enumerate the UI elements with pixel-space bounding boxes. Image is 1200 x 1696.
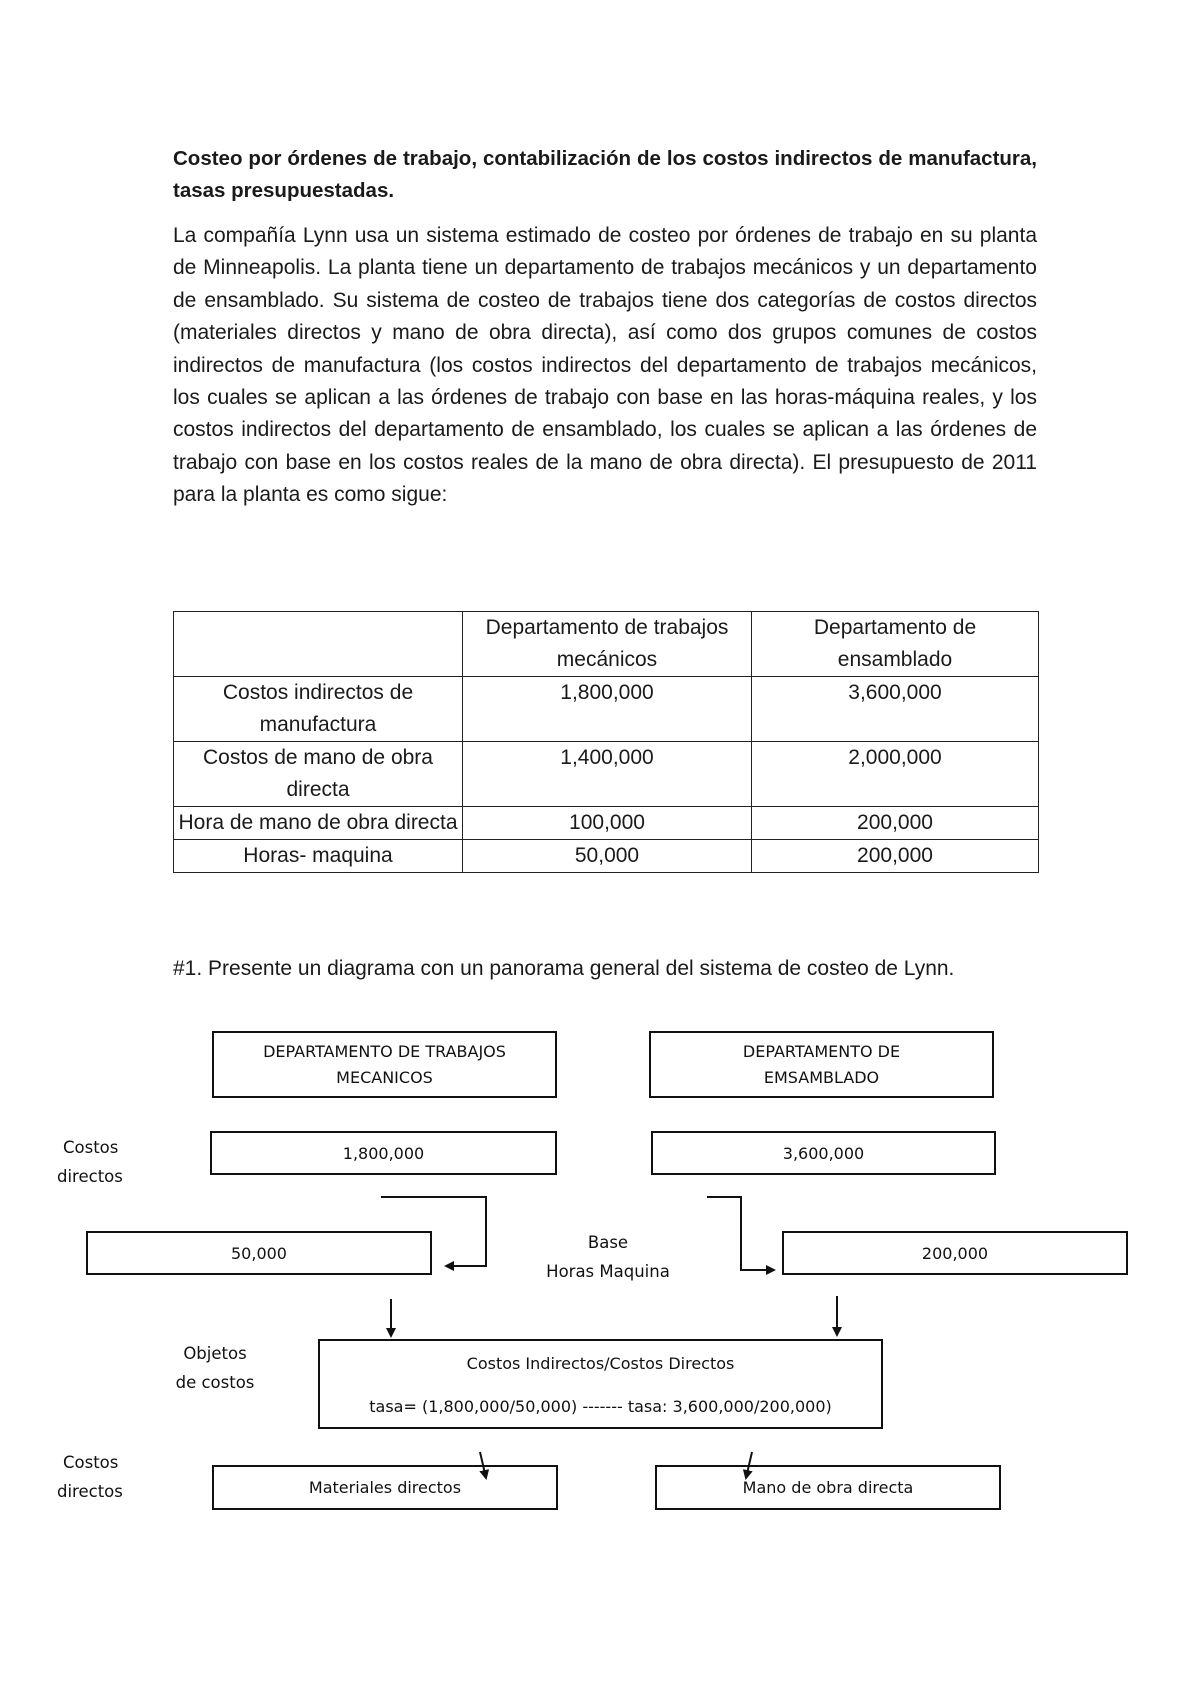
dept-mecanicos-box	[212, 1031, 557, 1098]
table-row	[174, 807, 1039, 840]
arrow-ens-to-base	[707, 1197, 774, 1270]
mano-obra-box: Mano de obra directa	[655, 1465, 1001, 1510]
row-label: Horas- maquina	[174, 840, 463, 873]
table-row	[174, 742, 1039, 807]
document-title: Costeo por órdenes de trabajo, contabilización de los costos indirectos de manufactura, tasas presupuestadas.	[173, 147, 1037, 202]
mec-base-box: 50,000	[86, 1231, 432, 1275]
table-header-cell: Departamento de ensamblado	[752, 612, 1039, 677]
cell-mec: 50,000	[463, 840, 752, 873]
table-row	[174, 677, 1039, 742]
label-line: Objetos	[183, 1344, 247, 1363]
rate-box	[318, 1339, 883, 1429]
ens-cost-box: 3,600,000	[651, 1131, 996, 1175]
costos-directos-label-bottom	[57, 1448, 123, 1506]
table-header-cell: Departamento de trabajos mecánicos	[463, 612, 752, 677]
row-label: Costos indirectos de manufactura	[174, 677, 463, 742]
table-header-cell	[174, 612, 463, 677]
label-line: Costos	[63, 1138, 119, 1157]
question-1: #1. Presente un diagrama con un panorama general del sistema de costeo de Lynn.	[173, 957, 955, 980]
problem-paragraph: La compañía Lynn usa un sistema estimado de costeo por órdenes de trabajo en su planta de Minneapolis. La planta tiene un departamento de trabajos mecánicos y un departamento de ensamblado. Su sistema de costeo de trabajos tiene dos categorías de costos directos (materiales directos y mano de obra directa), así como dos grupos comunes de costos indirectos de manufactura (los costos indirectos del departamento de trabajos mecánicos, los cuales se aplican a las órdenes de trabajo con base en las horas-máquina reales, y los costos indirectos del departamento de ensamblado, los cuales se aplican a las órdenes de trabajo con base en los costos reales de la mano de obra directa). El presupuesto de 2011 para la planta es como sigue:	[173, 224, 1037, 507]
cell-ens: 200,000	[752, 840, 1039, 873]
label-line: Base	[587, 1233, 629, 1252]
row-label: Hora de mano de obra directa	[174, 807, 463, 840]
budget-table	[173, 611, 1039, 873]
table-header-row	[174, 612, 1039, 677]
costos-directos-label-top	[57, 1133, 123, 1191]
label-line: directos	[57, 1482, 123, 1501]
cell-mec: 1,800,000	[463, 677, 752, 742]
rate-title: Costos Indirectos/Costos Directos	[466, 1354, 735, 1373]
dept-mecanicos-line1: DEPARTAMENTO DE TRABAJOS	[263, 1041, 506, 1061]
materiales-box: Materiales directos	[212, 1465, 558, 1510]
row-label: Costos de mano de obra directa	[174, 742, 463, 807]
label-line: de costos	[175, 1373, 255, 1392]
cell-ens: 200,000	[752, 807, 1039, 840]
label-line: directos	[57, 1167, 123, 1186]
table-row	[174, 840, 1039, 873]
cell-ens: 2,000,000	[752, 742, 1039, 807]
dept-ensamblado-line1: DEPARTAMENTO DE	[742, 1041, 901, 1061]
cell-mec: 1,400,000	[463, 742, 752, 807]
ens-base-box: 200,000	[782, 1231, 1128, 1275]
mec-cost-box: 1,800,000	[210, 1131, 557, 1175]
dept-mecanicos-line2: MECANICOS	[336, 1067, 433, 1087]
base-label	[520, 1228, 696, 1286]
dept-ensamblado-box	[649, 1031, 994, 1098]
label-line: Costos	[63, 1453, 119, 1472]
dept-ensamblado-line2: EMSAMBLADO	[763, 1067, 880, 1087]
objetos-costos-label	[160, 1339, 270, 1397]
cell-mec: 100,000	[463, 807, 752, 840]
rate-formula: tasa= (1,800,000/50,000) ------- tasa: 3,600,000/200,000)	[369, 1397, 832, 1416]
label-line: Horas Maquina	[546, 1262, 670, 1281]
cell-ens: 3,600,000	[752, 677, 1039, 742]
